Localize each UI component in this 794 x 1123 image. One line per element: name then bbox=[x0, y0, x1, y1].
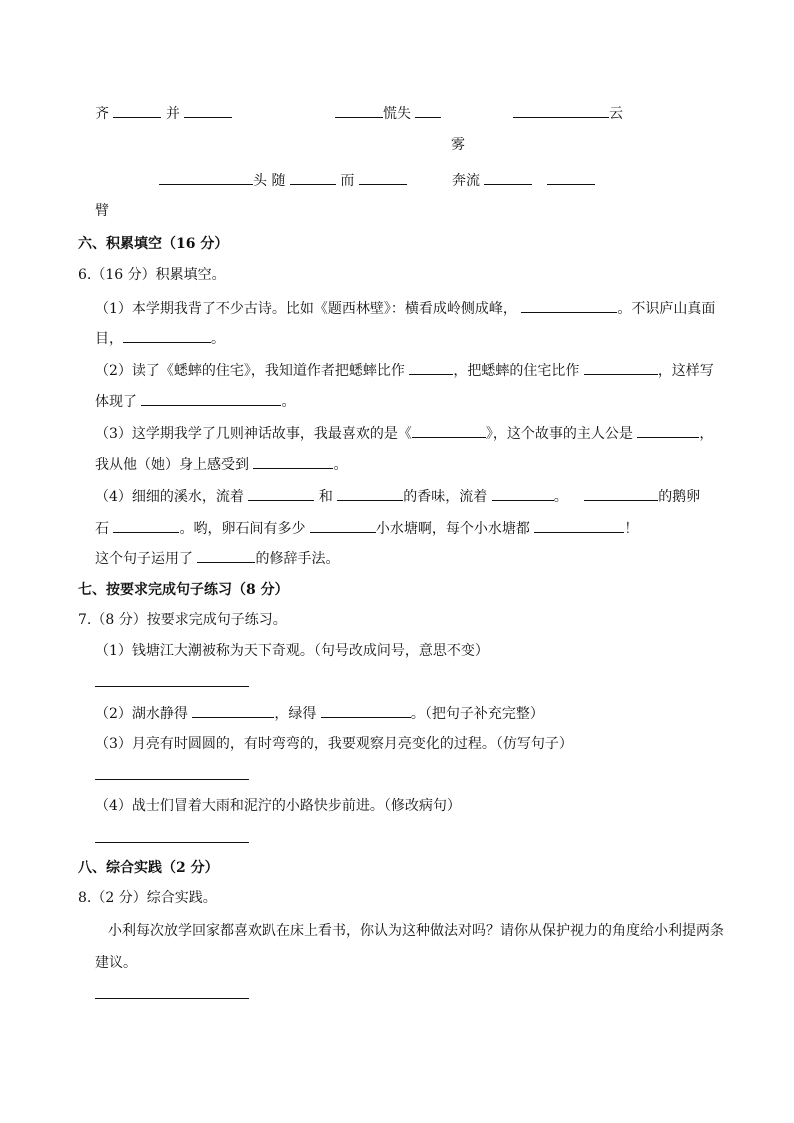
text: 。哟，卵石间有多少 bbox=[179, 521, 306, 537]
answer-blank[interactable] bbox=[584, 361, 658, 375]
answer-blank[interactable] bbox=[484, 171, 532, 185]
idiom-row2-right bbox=[452, 171, 595, 190]
answer-blank[interactable] bbox=[113, 519, 179, 533]
text: 。 bbox=[211, 331, 225, 347]
q6-item1-line1 bbox=[95, 299, 715, 318]
q6-item2-line2 bbox=[95, 392, 295, 411]
answer-blank[interactable] bbox=[310, 519, 376, 533]
answer-blank[interactable] bbox=[248, 487, 314, 501]
text: 我从他（她）身上感受到 bbox=[95, 457, 249, 473]
idiom-row2-wrap: 臂 bbox=[95, 203, 109, 219]
answer-blank[interactable] bbox=[547, 171, 595, 185]
idiom-char: 而 bbox=[340, 173, 355, 189]
text: 小水塘啊，每个小水塘都 bbox=[375, 521, 530, 537]
answer-blank[interactable] bbox=[412, 424, 486, 438]
text: 。（把句子补充完整） bbox=[410, 706, 544, 722]
text: 的香味，流着 bbox=[403, 489, 488, 505]
answer-line[interactable] bbox=[95, 779, 249, 780]
answer-blank[interactable] bbox=[637, 424, 699, 438]
q6-item1-line2 bbox=[95, 329, 225, 348]
text: （3）这学期我学了几则神话故事，我最喜欢的是《 bbox=[95, 426, 412, 442]
text: 。 bbox=[281, 394, 296, 410]
q6-item3-line2 bbox=[95, 455, 347, 474]
section8-heading: 八、综合实践（2 分） bbox=[78, 860, 219, 876]
text: 。不识庐山真面 bbox=[617, 301, 716, 317]
q8-prompt-line1: 小利每次放学回家都喜欢趴在床上看书，你认为这种做法对吗？请你从保护视力的角度给小利提两条 bbox=[108, 923, 724, 939]
answer-blank[interactable] bbox=[359, 171, 407, 185]
q6-item4-line3 bbox=[95, 549, 339, 568]
text: 。 bbox=[553, 489, 568, 505]
q7-item1: （1）钱塘江大潮被称为天下奇观。（句号改成问号，意思不变） bbox=[95, 643, 489, 659]
answer-blank[interactable] bbox=[513, 104, 609, 118]
answer-blank[interactable] bbox=[534, 519, 624, 533]
q6-item3-line1 bbox=[95, 424, 713, 443]
question-6: 6.（16 分）积累填空。 bbox=[78, 267, 226, 283]
q7-item4: （4）战士们冒着大雨和泥泞的小路快步前进。（修改病句） bbox=[95, 798, 461, 814]
idiom-char: 头 随 bbox=[253, 173, 286, 189]
text: （1）本学期我背了不少古诗。比如《题西林壁》：横看成岭侧成峰， bbox=[95, 301, 517, 317]
answer-line[interactable] bbox=[95, 686, 249, 687]
text: 。 bbox=[333, 457, 348, 473]
answer-blank[interactable] bbox=[492, 487, 554, 501]
idiom-char: 云 bbox=[609, 106, 623, 122]
question-8: 8.（2 分）综合实践。 bbox=[78, 890, 217, 906]
idiom-row2-left bbox=[159, 171, 407, 190]
idiom-char: 齐 bbox=[95, 106, 109, 122]
answer-blank[interactable] bbox=[184, 104, 232, 118]
section6-heading: 六、积累填空（16 分） bbox=[78, 236, 229, 252]
text: 这个句子运用了 bbox=[95, 551, 193, 567]
answer-line[interactable] bbox=[95, 998, 249, 999]
text: ， bbox=[699, 426, 714, 442]
text: 的鹅卵 bbox=[658, 489, 701, 505]
q6-item2-line1 bbox=[95, 361, 714, 380]
answer-blank[interactable] bbox=[521, 299, 617, 313]
text: 目， bbox=[95, 331, 123, 347]
answer-blank[interactable] bbox=[197, 549, 255, 563]
text: 石 bbox=[95, 521, 109, 537]
answer-blank[interactable] bbox=[584, 487, 658, 501]
idiom-char: 奔流 bbox=[452, 173, 480, 189]
section7-heading: 七、按要求完成句子练习（8 分） bbox=[78, 582, 289, 598]
idiom-row1-mid bbox=[335, 104, 441, 123]
idiom-row1-right bbox=[513, 104, 623, 123]
text: （2）湖水静得 bbox=[95, 706, 188, 722]
answer-blank[interactable] bbox=[337, 487, 403, 501]
text: 和 bbox=[318, 489, 333, 505]
q8-prompt-line2: 建议。 bbox=[95, 955, 137, 971]
text: 的修辞手法。 bbox=[255, 551, 340, 567]
answer-blank[interactable] bbox=[253, 455, 333, 469]
text: ，把蟋蟀的住宅比作 bbox=[453, 363, 580, 379]
text: 体现了 bbox=[95, 394, 137, 410]
idiom-row1-left bbox=[95, 104, 232, 123]
answer-blank[interactable] bbox=[321, 704, 411, 718]
q6-item4-line2 bbox=[95, 519, 638, 538]
idiom-row1-wrap: 雾 bbox=[451, 137, 465, 153]
answer-blank[interactable] bbox=[192, 704, 274, 718]
text: ，这样写 bbox=[657, 363, 714, 379]
text: （2）读了《蟋蟀的住宅》，我知道作者把蟋蟀比作 bbox=[95, 363, 405, 379]
text: （4）细细的溪水，流着 bbox=[95, 489, 244, 505]
answer-blank[interactable] bbox=[290, 171, 336, 185]
answer-blank[interactable] bbox=[335, 104, 383, 118]
answer-blank[interactable] bbox=[141, 392, 281, 406]
q6-item4-line1 bbox=[95, 487, 700, 506]
answer-line[interactable] bbox=[95, 842, 249, 843]
text: ！ bbox=[624, 521, 639, 537]
idiom-char: 并 bbox=[165, 106, 180, 122]
idiom-char: 慌失 bbox=[383, 106, 411, 122]
question-7: 7.（8 分）按要求完成句子练习。 bbox=[78, 612, 287, 628]
q7-item2 bbox=[95, 704, 544, 723]
text: ，绿得 bbox=[274, 706, 317, 722]
answer-blank[interactable] bbox=[113, 104, 161, 118]
q7-item3: （3）月亮有时圆圆的，有时弯弯的，我要观察月亮变化的过程。（仿写句子） bbox=[95, 736, 573, 752]
answer-blank[interactable] bbox=[409, 361, 453, 375]
text: 》，这个故事的主人公是 bbox=[485, 426, 633, 442]
answer-blank[interactable] bbox=[159, 171, 253, 185]
answer-blank[interactable] bbox=[123, 329, 211, 343]
answer-blank[interactable] bbox=[415, 104, 441, 118]
